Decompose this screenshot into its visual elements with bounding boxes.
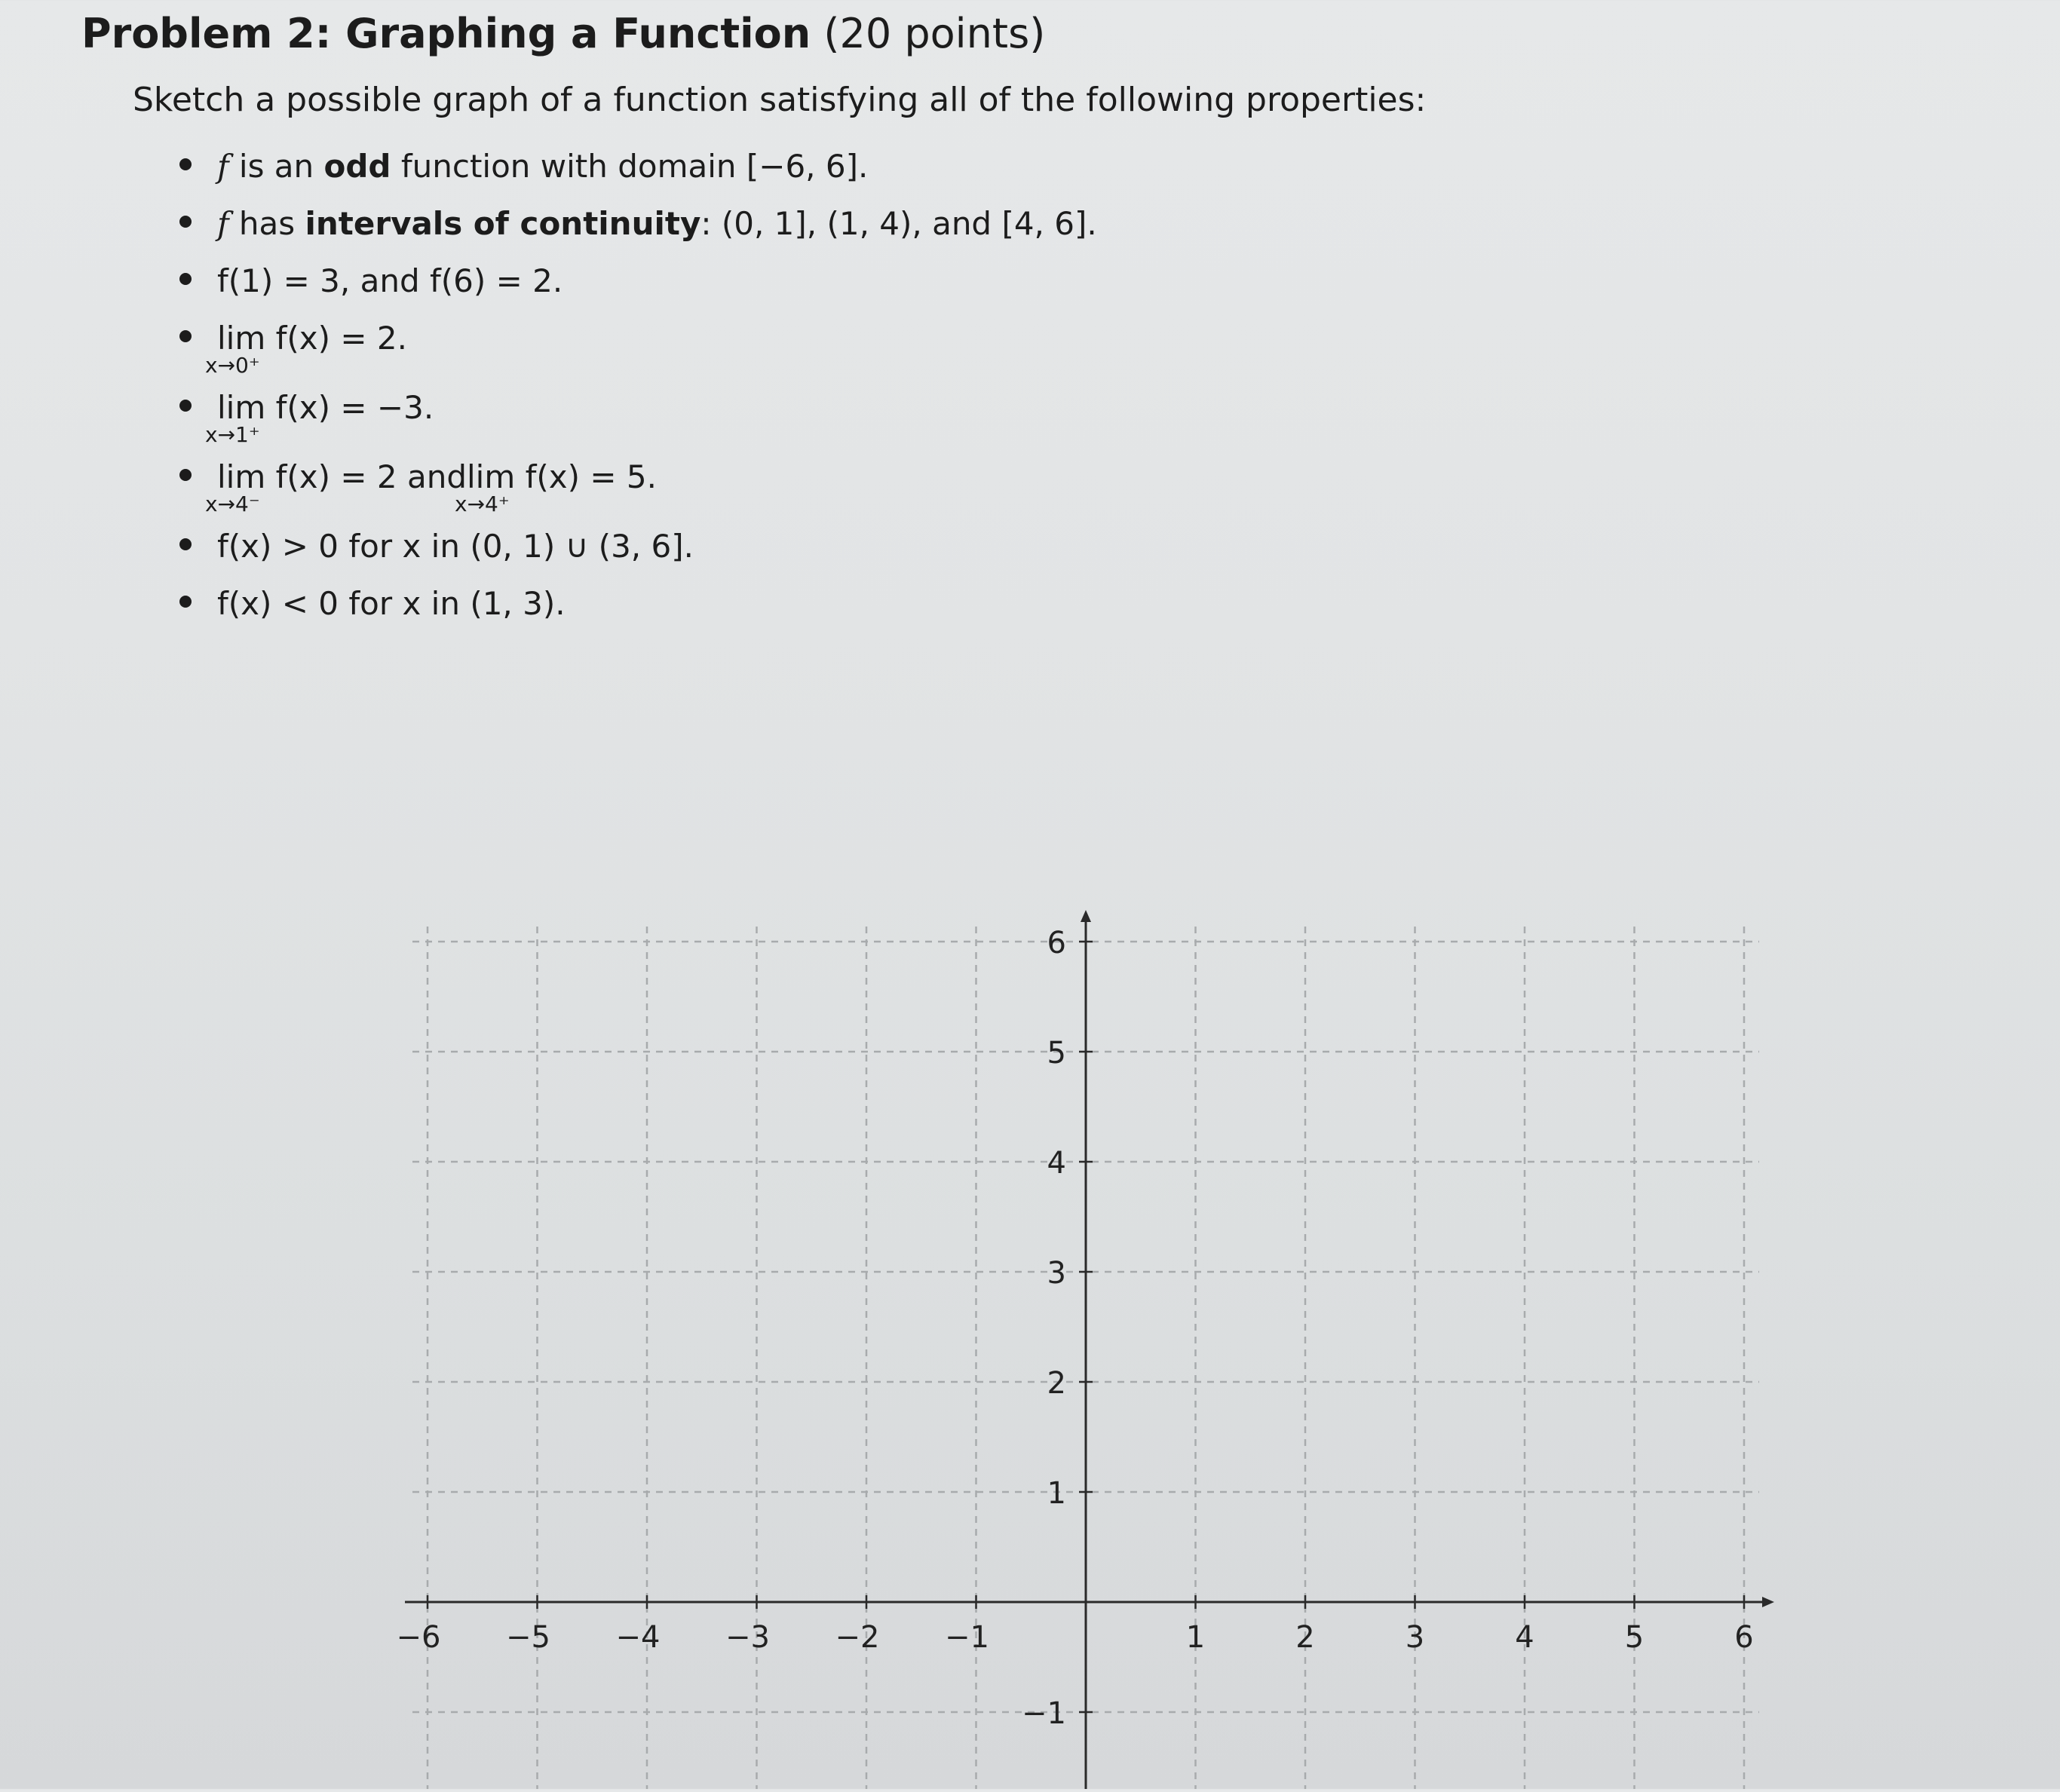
- x-tick-label: −2: [835, 1620, 880, 1655]
- property-bold-term: intervals of continuity: [305, 205, 701, 242]
- property-text: has: [228, 205, 305, 242]
- x-tick-label: 5: [1624, 1620, 1645, 1655]
- property-text: is an: [228, 148, 324, 185]
- y-tick-label: 6: [1047, 926, 1066, 960]
- property-text: f(x) < 0 for x in (1, 3).: [217, 585, 566, 622]
- property-function-symbol: f: [217, 148, 229, 185]
- y-tick-label: 3: [1047, 1256, 1066, 1291]
- limit-subscript: x→1⁺: [205, 422, 260, 447]
- y-tick-label: 2: [1047, 1366, 1066, 1401]
- property-function-symbol: f: [217, 205, 229, 242]
- x-tick-label: 1: [1185, 1620, 1206, 1655]
- limit-subscript: x→4⁻: [205, 492, 260, 516]
- property-bold-term: odd: [323, 148, 391, 185]
- x-tick-label: 3: [1405, 1620, 1425, 1655]
- x-tick-label: −5: [506, 1620, 550, 1655]
- x-tick-label: 2: [1295, 1620, 1315, 1655]
- x-tick-label: −3: [725, 1620, 770, 1655]
- limit-main: lim f(x) = 2.: [217, 320, 407, 357]
- property-text: f(1) = 3, and f(6) = 2.: [217, 262, 563, 299]
- property-text: function with domain [−6, 6].: [391, 148, 869, 185]
- x-tick-label: −1: [945, 1620, 989, 1655]
- y-tick-label: 5: [1047, 1036, 1066, 1071]
- limit-main: lim f(x) = −3.: [217, 389, 434, 426]
- y-tick-label: 4: [1047, 1146, 1066, 1181]
- y-tick-label: −1: [1022, 1696, 1066, 1731]
- y-tick-label: 1: [1047, 1476, 1066, 1511]
- x-tick-label: 4: [1515, 1620, 1534, 1655]
- property-text: : (0, 1], (1, 4), and [4, 6].: [700, 205, 1097, 242]
- instructions-text: Sketch a possible graph of a function satisfying all of the following properties:: [133, 81, 1427, 119]
- x-tick-label: 6: [1734, 1620, 1754, 1655]
- x-tick-label: −6: [396, 1620, 441, 1655]
- y-axis-arrow-icon: [1081, 910, 1091, 922]
- limit-main: lim f(x) = 2 and: [217, 458, 467, 495]
- limit-subscript: x→0⁺: [205, 353, 260, 378]
- limit-subscript: x→4⁺: [455, 492, 510, 516]
- x-axis-arrow-icon: [1762, 1597, 1774, 1607]
- limit-main: lim f(x) = 5.: [467, 458, 657, 495]
- x-tick-label: −4: [615, 1620, 661, 1655]
- problem-heading: Problem 2: Graphing a Function: [81, 10, 811, 57]
- property-text: f(x) > 0 for x in (0, 1) ∪ (3, 6].: [217, 528, 694, 565]
- problem-points: (20 points): [823, 10, 1046, 57]
